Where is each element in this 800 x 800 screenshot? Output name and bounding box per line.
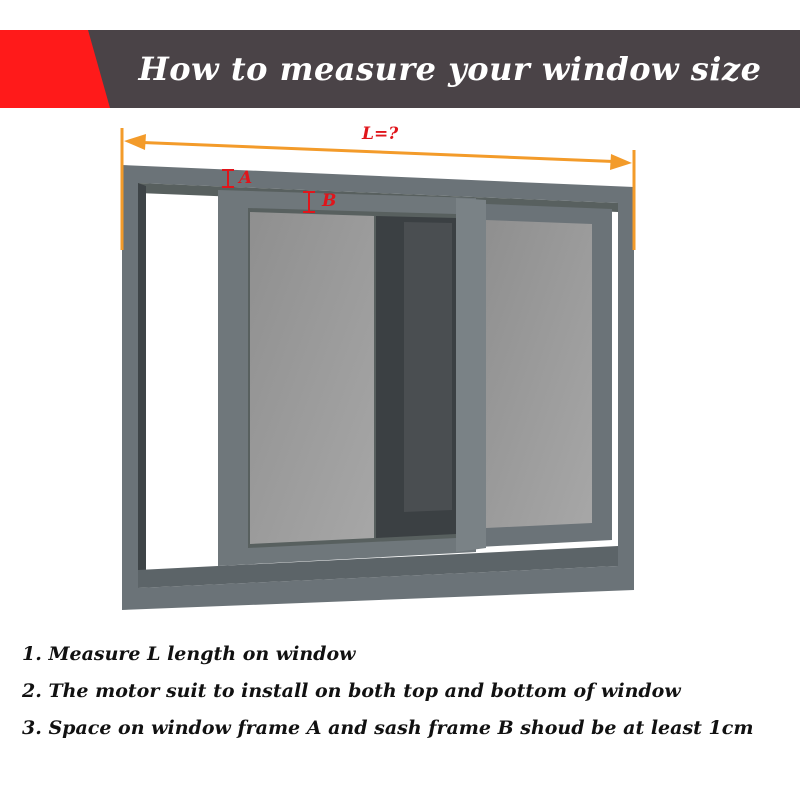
frame-left-inner-edge [138,183,146,588]
length-label: L=? [362,124,399,144]
instruction-step-1: 1. Measure L length on window [22,643,356,665]
label-b: B [322,191,337,211]
instruction-step-2: 2. The motor suit to install on both top and bottom of window [22,680,681,702]
interlock-stile [456,198,486,552]
left-sash-glass [250,212,374,544]
instruction-step-3: 3. Space on window frame A and sash frame B shoud be at least 1cm [22,717,754,739]
right-sash-glass [486,220,592,528]
instructions-list [22,636,792,747]
label-a: A [239,168,253,188]
window-diagram [0,110,800,620]
arrow-right-icon [610,154,632,170]
sash-overlap-glass [404,222,452,512]
page-title: How to measure your window size [138,50,762,88]
arrow-left-icon [124,134,146,150]
